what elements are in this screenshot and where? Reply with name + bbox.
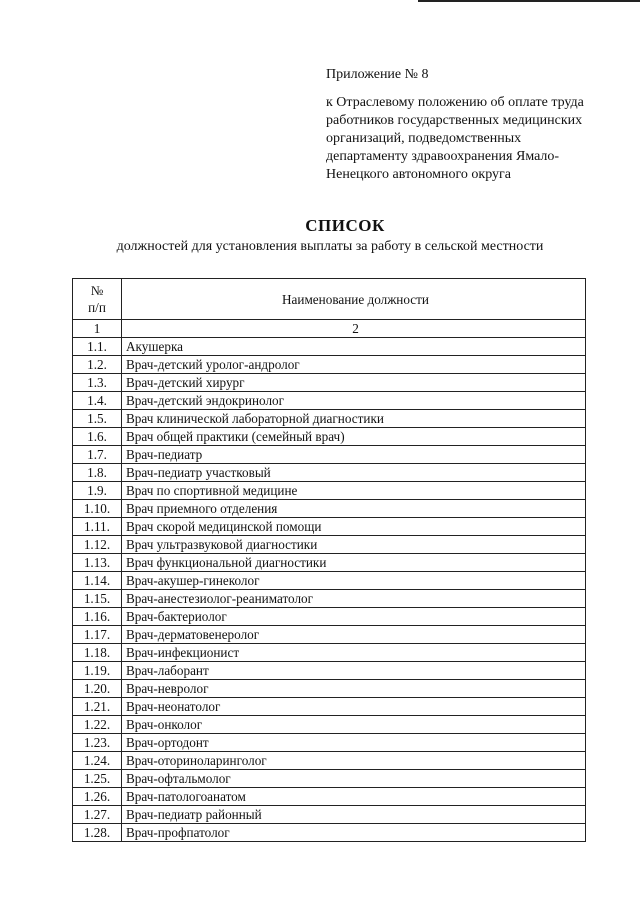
row-position-name: Врач-анестезиолог-реаниматолог	[122, 590, 586, 608]
table-row	[73, 338, 586, 356]
row-position-name: Врач-лаборант	[122, 662, 586, 680]
annex-block	[326, 66, 626, 184]
row-number: 1.5.	[73, 410, 122, 428]
row-number: 1.27.	[73, 806, 122, 824]
row-position-name: Врач общей практики (семейный врач)	[122, 428, 586, 446]
table-row	[73, 392, 586, 410]
row-position-name: Врач-акушер-гинеколог	[122, 572, 586, 590]
positions-table	[72, 278, 586, 842]
table-row	[73, 410, 586, 428]
row-number: 1.15.	[73, 590, 122, 608]
row-number: 1.10.	[73, 500, 122, 518]
table-row	[73, 608, 586, 626]
table-row	[73, 806, 586, 824]
row-position-name: Врач-педиатр районный	[122, 806, 586, 824]
row-position-name: Врач-детский хирург	[122, 374, 586, 392]
row-number: 1.21.	[73, 698, 122, 716]
row-number: 1.25.	[73, 770, 122, 788]
row-number: 1.12.	[73, 536, 122, 554]
column-index-2: 2	[122, 320, 586, 338]
table-row	[73, 518, 586, 536]
row-number: 1.26.	[73, 788, 122, 806]
table-row	[73, 536, 586, 554]
row-position-name: Врач по спортивной медицине	[122, 482, 586, 500]
row-number: 1.18.	[73, 644, 122, 662]
table-row	[73, 680, 586, 698]
row-position-name: Врач-детский эндокринолог	[122, 392, 586, 410]
row-position-name: Врач-ортодонт	[122, 734, 586, 752]
row-number: 1.28.	[73, 824, 122, 842]
annex-description: к Отраслевому положению об оплате труда работников государственных медицинских организаций, подведомственных департаменту здравоохранения Ямало- Ненецкого автономного округа	[326, 95, 584, 182]
table-row	[73, 500, 586, 518]
table-row	[73, 428, 586, 446]
table-row	[73, 770, 586, 788]
title-subtitle: должностей для установления выплаты за работу в сельской местности	[116, 239, 544, 254]
row-position-name: Врач функциональной диагностики	[122, 554, 586, 572]
row-number: 1.6.	[73, 428, 122, 446]
row-number: 1.7.	[73, 446, 122, 464]
row-position-name: Врач приемного отделения	[122, 500, 586, 518]
row-position-name: Врач-педиатр участковый	[122, 464, 586, 482]
row-position-name: Врач-неонатолог	[122, 698, 586, 716]
row-position-name: Врач скорой медицинской помощи	[122, 518, 586, 536]
row-position-name: Врач клинической лабораторной диагностики	[122, 410, 586, 428]
table-row	[73, 572, 586, 590]
row-number: 1.4.	[73, 392, 122, 410]
table-row	[73, 626, 586, 644]
table-row	[73, 698, 586, 716]
row-number: 1.2.	[73, 356, 122, 374]
table-row	[73, 356, 586, 374]
row-number: 1.19.	[73, 662, 122, 680]
row-position-name: Врач-бактериолог	[122, 608, 586, 626]
table-row	[73, 554, 586, 572]
row-number: 1.3.	[73, 374, 122, 392]
row-position-name: Врач ультразвуковой диагностики	[122, 536, 586, 554]
row-number: 1.24.	[73, 752, 122, 770]
annex-number: Приложение № 8	[326, 67, 429, 82]
top-rule	[418, 0, 640, 2]
row-number: 1.23.	[73, 734, 122, 752]
row-number: 1.17.	[73, 626, 122, 644]
row-number: 1.22.	[73, 716, 122, 734]
table-row	[73, 590, 586, 608]
table-row	[73, 716, 586, 734]
table-row	[73, 824, 586, 842]
header-num: № п/п	[73, 279, 122, 320]
row-position-name: Врач-инфекционист	[122, 644, 586, 662]
row-position-name: Врач-онколог	[122, 716, 586, 734]
table-row	[73, 734, 586, 752]
title-heading: СПИСОК	[305, 216, 385, 235]
row-number: 1.13.	[73, 554, 122, 572]
column-index-1: 1	[73, 320, 122, 338]
column-index-row	[73, 320, 586, 338]
row-position-name: Врач-офтальмолог	[122, 770, 586, 788]
table-header-row	[73, 279, 586, 320]
row-position-name: Врач-дерматовенеролог	[122, 626, 586, 644]
row-position-name: Врач-патологоанатом	[122, 788, 586, 806]
table-row	[73, 464, 586, 482]
row-position-name: Врач-оториноларинголог	[122, 752, 586, 770]
table-row	[73, 482, 586, 500]
row-position-name: Врач-невролог	[122, 680, 586, 698]
table-row	[73, 446, 586, 464]
row-number: 1.16.	[73, 608, 122, 626]
row-position-name: Врач-педиатр	[122, 446, 586, 464]
row-position-name: Врач-профпатолог	[122, 824, 586, 842]
header-name: Наименование должности	[122, 279, 586, 320]
row-position-name: Акушерка	[122, 338, 586, 356]
row-number: 1.20.	[73, 680, 122, 698]
row-number: 1.14.	[73, 572, 122, 590]
row-number: 1.11.	[73, 518, 122, 536]
table-row	[73, 752, 586, 770]
table-row	[73, 644, 586, 662]
table-row	[73, 788, 586, 806]
row-position-name: Врач-детский уролог-андролог	[122, 356, 586, 374]
document-title	[0, 216, 640, 255]
table-row	[73, 374, 586, 392]
row-number: 1.9.	[73, 482, 122, 500]
table-row	[73, 662, 586, 680]
row-number: 1.8.	[73, 464, 122, 482]
row-number: 1.1.	[73, 338, 122, 356]
